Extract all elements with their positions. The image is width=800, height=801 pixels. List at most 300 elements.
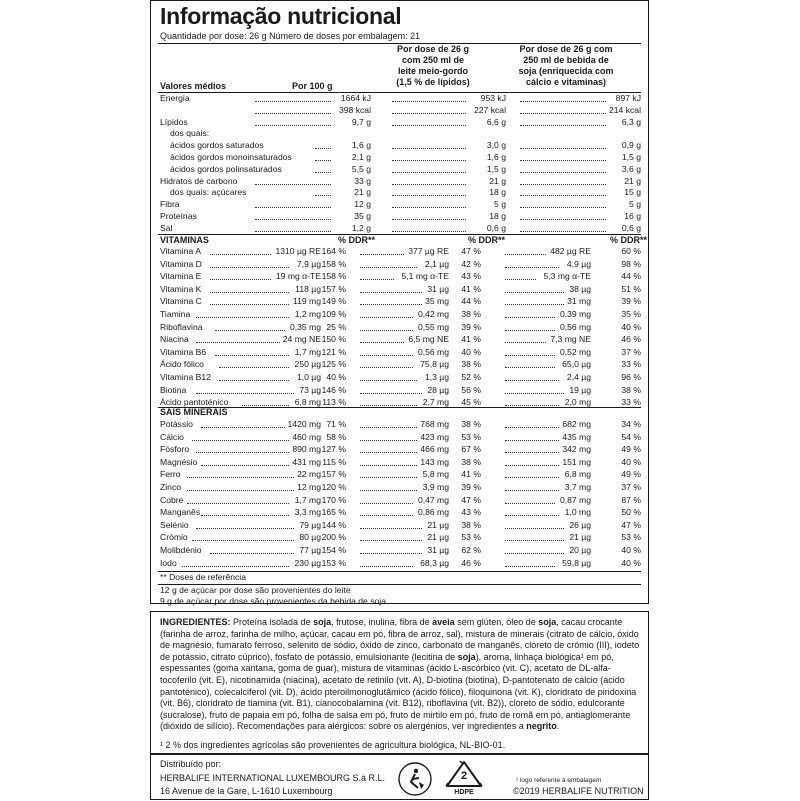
minerals-heading: SAIS MINERAIS [160,407,228,417]
value-soy: 20 µg [569,545,591,555]
ddr-soy: 40 % [621,545,641,555]
leader-dots [520,231,606,232]
ddr-milk: 67 % [461,444,481,455]
ddr-soy: 39 % [621,296,641,307]
value-per-100g: 1,7 mg [294,346,321,357]
distributor-company: HERBALIFE INTERNATIONAL LUXEMBOURG S.à R.L. [160,773,386,783]
ddr-per-100g: 125 % [321,359,346,370]
ddr-soy: 37 % [621,482,641,492]
nutrient-name: Riboflavina [160,321,203,332]
recycle-code: 2 [460,770,468,782]
leader-dots [201,427,285,428]
vitamins-row [160,284,641,295]
ingredient-bold-text: negrito [526,721,557,732]
value-soy: 59,8 µg [562,557,591,568]
leader-dots [505,330,555,331]
nutrient-name: Lípidos [160,116,188,127]
value-soy: 5 g [629,199,641,210]
value-milk: 0,55 mg [417,321,449,332]
leader-dots [505,342,546,343]
leader-dots [210,267,289,268]
vitamins-row [160,385,641,396]
ddr-per-100g: 146 % [321,384,346,395]
leader-dots [315,195,331,196]
nutrient-name: Proteínas [160,211,197,221]
nutrient-name: Tiamina [160,309,191,319]
value-soy: 6,3 g [621,116,641,127]
ddr-per-100g: 25 % [326,321,346,332]
macro-row [160,128,641,139]
leader-dots [215,330,285,331]
value-soy: 1,0 mg [564,507,591,518]
value-soy: 2,4 µg [566,372,591,382]
nutrient-name: dos quais: [170,128,210,139]
leader-dots [360,342,404,343]
leader-dots [255,207,331,208]
minerals-row [160,532,641,543]
value-milk: 18 g [489,211,506,221]
value-per-100g: 398 kcal [338,104,371,115]
value-per-100g: 12 mg [297,482,321,492]
value-per-100g: 0,35 mg [289,321,321,332]
minerals-row [160,507,641,518]
ddr-milk: 62 % [461,545,481,555]
nutrient-name: dos quais: açúcares [170,187,247,198]
value-per-100g: 77 µg [299,545,321,555]
footnote-soy-sugar: 9 g de açúcar por dose são provenientes da bebida de soja [160,596,386,606]
leader-dots [201,515,290,516]
leader-dots [360,304,422,305]
ddr-milk: 41 % [461,469,481,480]
value-per-100g: 2,1 g [351,152,371,162]
vitamins-heading: VITAMINAS [160,235,209,245]
value-milk: 0,86 mg [417,507,449,518]
macro-row [160,152,641,163]
leader-dots [520,101,606,102]
ddr-milk: 38 % [461,456,481,467]
value-per-100g: 1,6 g [351,140,371,151]
ddr-per-100g: 149 % [321,296,346,307]
minerals-row [160,469,641,480]
value-per-100g: 431 mg [292,456,321,467]
ddr-soy: 98 % [621,258,641,269]
page-title: Informação nutricional [160,3,402,29]
ingredient-text: Proteína isolada de [230,617,314,627]
value-milk: 0,47 mg [417,494,449,505]
value-soy: 31 mg [567,296,591,307]
recycle-material: HDPE [454,789,474,796]
nutrient-name: Vitamina K [160,283,202,294]
ddr-milk: 39 % [461,482,481,492]
ddr-soy: 37 % [621,346,641,357]
ingredients-panel [150,611,649,754]
ingredient-text: . [556,721,560,732]
value-soy: 6,8 mg [564,469,591,480]
value-milk: 143 mg [420,456,449,467]
ddr-per-100g: 200 % [321,532,346,543]
macro-row [160,223,641,234]
value-per-100g: 5,5 g [351,163,371,174]
leader-dots [505,355,555,356]
ingredient-text: ), aroma, linhaça biológica¹ em pó, espessantes (goma xantana, goma de guar), mistura de vitaminas (ácido L-ascórbico (vit. C), acetato de DL-alfa-tocoferilo (vit. E), nicotinamida (niacina), acetato de retinilo (vit. A), D-biotina (biotina), D-pantotenato de cálcio (ácido pantoténico), colecalciferol (vit. D), ácido pteroilmonoglutâmico (ácido fólico), filoquinona (vit. K), cloridrato de piridoxina (vit. B6), cloridrato de tiamina (vit. B1), cianocobalamina (vit. B12), riboflavina (vit. B2)), cloreto de sódio, edulcorante (sucralose), fruto de papaia em pó, folha de salsa em pó, fruto de mirtilo em pó, fruto de romã em pó, antiaglomerante (dióxido de silício). Recomendações para alérgicos: sobre os alergénios, ver ingredientes a [160,651,637,732]
ddr-soy: 40 % [621,321,641,332]
macro-row [160,117,641,128]
value-soy: 16 g [624,211,641,221]
leader-dots [505,440,559,441]
value-soy: 0,87 mg [559,494,591,505]
value-milk: 768 mg [420,419,449,429]
nutrition-label [150,0,649,800]
leader-dots [505,279,536,280]
value-milk: 75,8 µg [420,359,449,370]
nutrient-name: ácidos gordos monoinsaturados [170,152,292,162]
ddr-per-100g: 170 % [321,494,346,505]
minerals-row [160,545,641,556]
value-soy: 2,0 mg [564,397,591,408]
value-per-100g: 22 mg [297,469,321,480]
ddr-per-100g: 113 % [322,397,346,408]
logo-note: ¹ logo referente à embalagem [516,777,602,784]
footnote-milk-sugar: 12 g de açúcar por dose são provenientes do leite [160,585,351,595]
distributor-label: Distribuído por: [160,759,222,769]
macro-row [160,93,641,104]
nutrient-name: Potássio [160,419,193,429]
leader-dots [505,292,564,293]
value-per-100g: 3,3 mg [294,507,321,518]
leader-dots [505,427,559,428]
ddr-per-100g: 164 % [321,246,346,256]
ddr-soy: 33 % [621,359,641,370]
value-milk: 2,7 mg [422,397,449,408]
ddr-milk: 38 % [461,519,481,530]
ingredient-bold-text: soja [538,617,557,627]
leader-dots [505,304,564,305]
leader-dots [210,254,271,255]
leader-dots [360,540,422,541]
leader-dots [392,195,466,196]
value-per-100g: 230 µg [294,557,321,568]
nutrient-name: Manganês [160,507,201,518]
leader-dots [505,540,564,541]
value-per-100g: 33 g [354,175,371,186]
ddr-per-100g: 58 % [326,431,346,442]
ddr-per-100g: 71 % [326,419,346,429]
value-per-100g: 79 µg [299,519,321,530]
divider [158,407,641,408]
leader-dots [392,125,466,126]
value-per-100g: 19 mg α-TE [275,271,321,282]
leader-dots [315,148,331,149]
value-milk: 31 µg [427,545,449,555]
value-milk: 68,3 µg [420,557,449,568]
leader-dots [215,355,290,356]
leader-dots [360,515,413,516]
vitamins-row [160,309,641,320]
leader-dots [182,566,289,567]
nutrient-name: Vitamina E [160,271,202,282]
macro-row [160,187,641,198]
ddr-milk: 38 % [461,309,481,319]
value-milk: 1,6 g [486,152,506,162]
macro-row [160,211,641,222]
ddr-header-soy: % DDR** [610,235,648,245]
macro-row [160,164,641,175]
value-soy: 682 mg [562,419,591,429]
nutrient-name: Vitamina C [160,296,202,307]
distributor-address: 16 Avenue de la Gare, L-1610 Luxembourg [160,786,333,796]
ddr-soy: 53 % [621,532,641,543]
value-soy: 435 mg [562,431,591,442]
leader-dots [255,184,331,185]
minerals-row [160,558,641,569]
ddr-milk: 53 % [461,532,481,543]
nutrient-name: Ácido fólico [160,359,204,370]
value-soy: 3,6 g [621,163,641,174]
nutrient-name: Cálcio [160,431,184,442]
leader-dots [360,279,394,280]
leader-dots [505,503,555,504]
leader-dots [360,427,417,428]
nutrient-name: Vitamina B6 [160,346,207,357]
value-per-100g: 73 µg [299,384,321,395]
ddr-soy: 50 % [621,507,641,518]
leader-dots [520,172,606,173]
leader-dots [392,207,466,208]
value-soy: 1,5 g [621,152,641,162]
ddr-milk: 47 % [461,246,481,256]
organic-footnote: ¹ 2 % dos ingredientes agrícolas são provenientes de agricultura biológica, NL-BIO-01. [160,740,506,750]
leader-dots [360,355,413,356]
leader-dots [392,101,466,102]
nutrient-name: Vitamina D [160,258,202,269]
ddr-milk: 53 % [461,431,481,442]
leader-dots [505,317,555,318]
value-milk: 0,42 mg [417,309,449,319]
leader-dots [360,440,417,441]
leader-dots [505,515,559,516]
leader-dots [315,160,331,161]
nutrient-name: Biotina [160,384,187,395]
value-milk: 28 µg [427,384,449,395]
leader-dots [505,380,559,381]
value-per-100g: 890 mg [292,444,321,455]
leader-dots [219,380,289,381]
leader-dots [192,540,294,541]
value-milk: 31 µg [427,283,449,294]
value-milk: 1,5 g [486,163,506,174]
minerals-row [160,432,641,443]
ddr-milk: 41 % [461,334,481,345]
ddr-milk: 42 % [461,258,481,269]
ddr-soy: 40 % [621,456,641,467]
nutrient-name: Fósforo [160,444,190,455]
value-milk: 18 g [489,187,506,198]
vitamins-row [160,322,641,333]
leader-dots [360,452,417,453]
nutrient-name: Niacina [160,334,189,345]
vitamins-row [160,259,641,270]
value-per-100g: 35 g [354,211,371,221]
leader-dots [360,330,413,331]
value-per-100g: 250 µg [294,359,321,370]
value-per-100g: 7,9 µg [296,258,321,269]
leader-dots [255,113,331,114]
nutrient-name: Selénio [160,519,189,530]
value-per-100g: 1310 µg RE [275,246,321,256]
value-soy: 38 µg [569,283,591,294]
ddr-per-100g: 121 % [321,346,346,357]
ddr-per-100g: 158 % [321,271,346,282]
leader-dots [360,528,422,529]
value-per-100g: 1420 mg [287,419,321,429]
leader-dots [196,452,289,453]
ddr-per-100g: 40 % [326,372,346,382]
value-soy: 0,9 g [621,140,641,151]
value-soy: 482 µg RE [550,246,591,256]
ddr-milk: 47 % [461,494,481,505]
value-milk: 6,6 g [486,116,506,127]
leader-dots [520,219,606,220]
leader-dots [360,267,417,268]
ddr-per-100g: 157 % [321,283,346,294]
nutrient-name: Vitamina B12 [160,372,211,382]
value-soy: 65,0 µg [562,359,591,370]
leader-dots [315,172,331,173]
value-per-100g: 12 g [354,199,371,210]
nutrient-name: Vitamina A [160,246,201,256]
leader-dots [392,219,466,220]
macro-row [160,199,641,210]
ddr-soy: 96 % [621,372,641,382]
leader-dots [392,172,466,173]
leader-dots [505,490,559,491]
ingredients-text [160,617,640,733]
value-milk: 6,5 mg NE [408,334,449,345]
ingredient-bold-text: soja [457,651,476,662]
ddr-soy: 46 % [621,334,641,345]
ddr-header-100: % DDR** [338,235,376,245]
nutrient-name: Hidratos de carbono [160,175,238,186]
leader-dots [392,160,466,161]
leader-dots [360,503,413,504]
vitamins-row [160,334,641,345]
leader-dots [505,393,564,394]
ddr-soy: 47 % [621,519,641,530]
value-milk: 5,8 mg [422,469,449,480]
value-milk: 35 mg [425,296,449,307]
recycle-hdpe-icon [444,760,484,796]
value-soy: 26 µg [569,519,591,530]
minerals-row [160,482,641,493]
value-milk: 377 µg RE [408,246,449,256]
value-soy: 897 kJ [615,93,641,103]
ddr-soy: 54 % [621,431,641,442]
nutrient-name: ácidos gordos saturados [170,140,264,151]
ddr-milk: 40 % [461,346,481,357]
ddr-header-milk: % DDR** [468,235,506,245]
leader-dots [187,477,294,478]
leader-dots [210,553,294,554]
leader-dots [360,490,417,491]
ingredient-text: , frutose, inulina, fibra de [331,617,433,627]
value-milk: 423 mg [420,431,449,442]
ddr-per-100g: 120 % [321,482,346,492]
value-per-100g: 119 mg [292,296,321,307]
ddr-milk: 38 % [461,419,481,429]
leader-dots [392,184,466,185]
serving-info: Quantidade por dose: 26 g Número de doses por embalagem: 21 [160,31,421,41]
ddr-per-100g: 115 % [322,456,346,467]
divider [158,234,641,235]
vitamins-row [160,271,641,282]
leader-dots [392,231,466,232]
ddr-soy: 40 % [621,557,641,568]
leader-dots [196,393,294,394]
value-milk: 1,3 µg [424,372,449,382]
leader-dots [360,254,404,255]
nutrient-name: Cobre [160,494,184,505]
minerals-row [160,419,641,430]
value-milk: 3,0 g [486,140,506,151]
value-soy: 7,3 mg NE [550,334,591,345]
column-header-avg: Valores médios [160,81,227,91]
value-milk: 0,56 mg [417,346,449,357]
leader-dots [219,367,289,368]
vitamins-row [160,372,641,383]
value-milk: 953 kJ [480,93,506,103]
leader-dots [360,317,413,318]
value-soy: 5,3 mg α-TE [543,271,591,282]
value-soy: 342 mg [562,444,591,455]
value-milk: 5,1 mg α-TE [401,271,449,282]
ddr-per-100g: 153 % [321,557,346,568]
leader-dots [201,465,290,466]
leader-dots [210,304,289,305]
leader-dots [360,292,422,293]
leader-dots [210,292,289,293]
value-per-100g: 118 µg [295,283,321,294]
nutrition-table-panel [150,0,649,604]
ddr-milk: 56 % [461,384,481,395]
nutrient-name: Energia [160,93,190,103]
value-soy: 21 µg [569,532,591,543]
ingredient-bold-text: soja [313,617,332,627]
nutrient-name: Crómio [160,532,188,543]
nutrient-name: Fibra [160,199,180,210]
ddr-per-100g: 157 % [321,469,346,480]
tidyman-recycle-icon [398,762,432,801]
leader-dots [520,207,606,208]
leader-dots [187,490,294,491]
value-soy: 214 kcal [608,104,641,115]
ingredient-text: sem glúten, óleo de [454,617,539,627]
ddr-per-100g: 154 % [321,545,346,555]
ddr-per-100g: 158 % [321,258,346,269]
ddr-soy: 38 % [621,384,641,395]
leader-dots [392,113,466,114]
minerals-row [160,457,641,468]
macro-row [160,176,641,187]
column-header-milk: Por dose de 26 g com 250 ml de leite meio-gordo (1,5 % de lípidos) [396,44,470,87]
ddr-milk: 38 % [461,359,481,370]
ingredient-text: , cacau crocante (farinha de arroz, farinha de milho, açúcar, cacau em pó, fibra de arroz, sal), mistura de minerais (citrato de cálcio, óxido de magnésio, fumarato ferroso, selenito de sódio, óxido de zinco, carbonato de manganês, cloreto de crómio (III), iodeto de potássio, citrato cúprico), fosfato de potássio, emulsionante (lecitina de [160,617,640,662]
value-milk: 5 g [494,199,506,210]
value-milk: 0,6 g [486,222,506,233]
leader-dots [196,528,294,529]
value-soy: 4,9 µg [566,258,591,269]
value-soy: 0,6 g [621,222,641,233]
leader-dots [192,440,290,441]
